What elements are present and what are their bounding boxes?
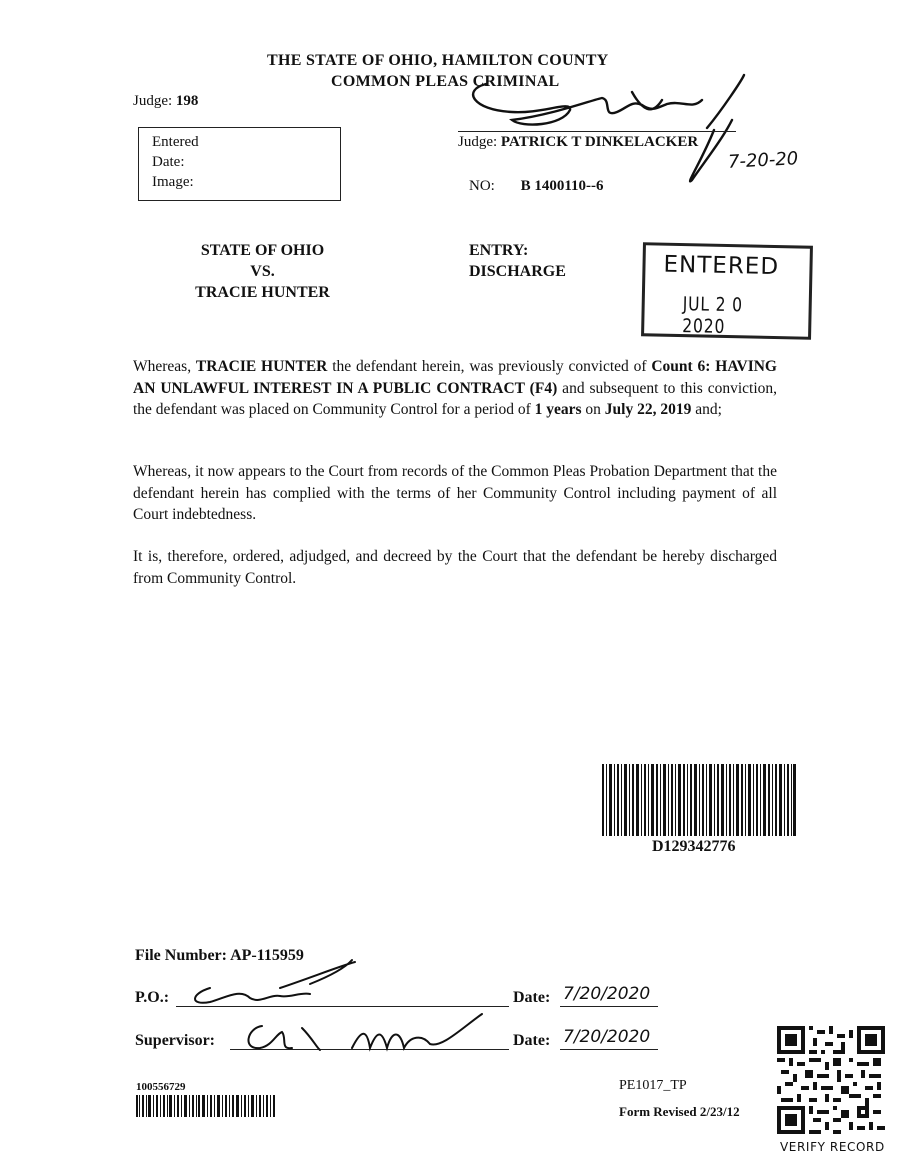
- entered-label: Entered: [152, 134, 199, 150]
- court-division: COMMON PLEAS CRIMINAL: [331, 73, 560, 90]
- supervisor-date-line: [560, 1049, 658, 1050]
- supervisor-signature: [232, 1008, 502, 1056]
- case-number-label: NO:: [469, 178, 495, 194]
- case-parties: [160, 240, 365, 303]
- entry-type: DISCHARGE: [469, 263, 566, 280]
- entered-date-label: Date:: [152, 154, 185, 170]
- judge-label: Judge:: [458, 134, 498, 150]
- stamp-date: JUL 2 0 2020: [682, 293, 744, 338]
- entered-stamp: [641, 242, 813, 340]
- versus: VS.: [250, 263, 275, 280]
- paragraph-conviction: Whereas, TRACIE HUNTER the defendant herein, was previously convicted of Count 6: HAVING AN UNLAWFUL INTEREST IN A PUBLIC CONTRACT (F4) and subsequent to this conviction, the defendant was placed on Community Control for a period of 1 years on July 22, 2019 and;: [133, 358, 777, 418]
- po-date-label: Date:: [513, 989, 551, 1006]
- plaintiff: STATE OF OHIO: [200, 242, 325, 259]
- court-title: THE STATE OF OHIO, HAMILTON COUNTY: [267, 52, 609, 69]
- entry-block: [469, 240, 566, 282]
- judge-number: 198: [175, 93, 199, 109]
- entered-image-label: Image:: [152, 174, 194, 190]
- footer-barcode-number: 100556729: [136, 1081, 186, 1093]
- file-number: File Number: AP-115959: [135, 947, 304, 964]
- handwritten-judge-date: 7-20-20: [727, 148, 799, 173]
- judge-name: PATRICK T DINKELACKER: [500, 134, 699, 150]
- supervisor-handwritten-date: 7/20/2020: [563, 1027, 651, 1047]
- judge-signature: [452, 70, 772, 190]
- case-number-row: [469, 178, 604, 195]
- document-barcode: [602, 764, 796, 836]
- paragraph-compliance: Whereas, it now appears to the Court from records of the Common Pleas Probation Department that the defendant herein has complied with the terms of her Community Control including payment of all Court indebtedness.: [133, 463, 777, 523]
- footer-barcode: [136, 1095, 276, 1117]
- po-handwritten-date: 7/20/2020: [563, 984, 651, 1004]
- po-signature: [180, 958, 370, 1010]
- verify-qr-code[interactable]: [777, 1026, 885, 1134]
- supervisor-date-label: Date:: [513, 1032, 551, 1049]
- verify-record-label[interactable]: VERIFY RECORD: [780, 1140, 885, 1154]
- judge-row: [458, 134, 698, 151]
- judge-number-row: [133, 93, 198, 110]
- form-code: PE1017_TP: [619, 1078, 687, 1093]
- supervisor-label: Supervisor:: [135, 1032, 215, 1049]
- judge-signature-line: [458, 131, 736, 132]
- defendant: TRACIE HUNTER: [195, 284, 330, 301]
- form-revised: Form Revised 2/23/12: [619, 1104, 740, 1119]
- case-number: B 1400110--6: [520, 178, 604, 194]
- document-barcode-number: D129342776: [652, 838, 736, 855]
- entry-label: ENTRY:: [469, 242, 529, 259]
- judge-number-label: Judge:: [133, 93, 173, 109]
- po-date-line: [560, 1006, 658, 1007]
- stamp-title: ENTERED: [663, 251, 780, 281]
- po-label: P.O.:: [135, 989, 170, 1006]
- paragraph-order: It is, therefore, ordered, adjudged, and decreed by the Court that the defendant be hereby discharged from Community Control.: [133, 548, 777, 587]
- entered-box: [138, 127, 341, 201]
